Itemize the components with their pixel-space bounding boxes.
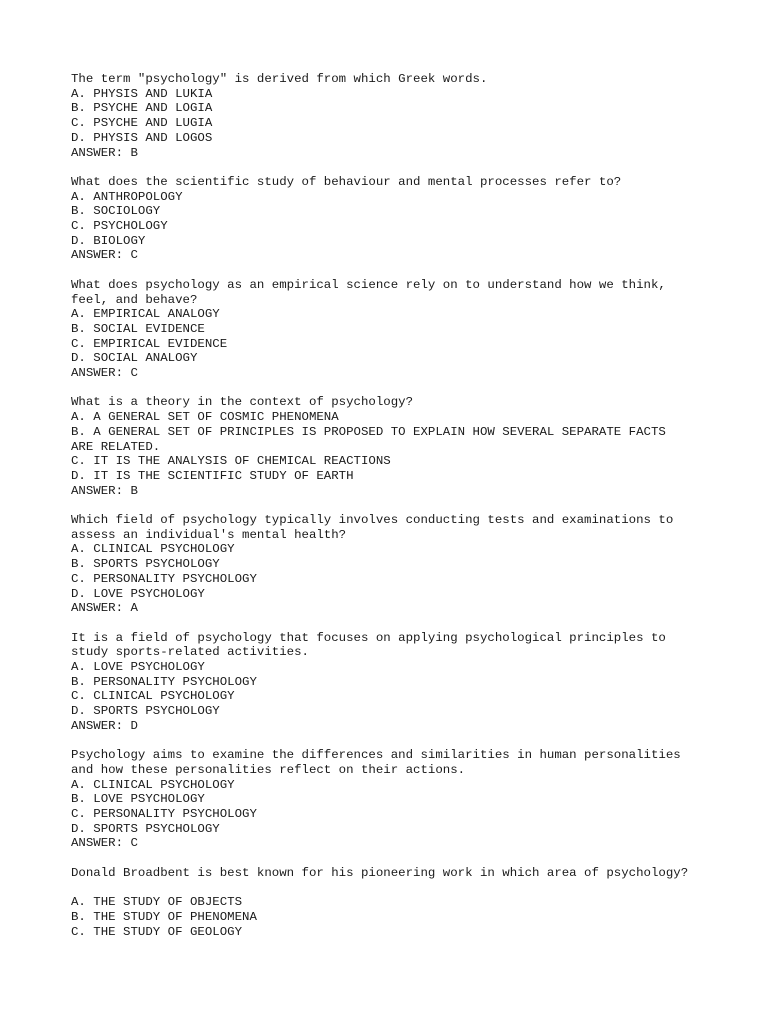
answer-line: ANSWER: B	[71, 145, 138, 160]
question-block	[71, 175, 711, 263]
answer-line: ANSWER: C	[71, 836, 138, 851]
option-c: C. IT IS THE ANALYSIS OF CHEMICAL REACTIONS	[71, 454, 391, 469]
option-d: D. BIOLOGY	[71, 233, 146, 248]
option-c: C. THE STUDY OF GEOLOGY	[71, 924, 243, 939]
document-page	[71, 72, 711, 954]
option-b: B. SPORTS PSYCHOLOGY	[71, 557, 220, 572]
option-a: A. CLINICAL PSYCHOLOGY	[71, 777, 235, 792]
option-c: C. PERSONALITY PSYCHOLOGY	[71, 807, 257, 822]
question-block	[71, 513, 711, 616]
option-a: A. EMPIRICAL ANALOGY	[71, 307, 220, 322]
option-d: D. PHYSIS AND LOGOS	[71, 130, 213, 145]
option-a: A. THE STUDY OF OBJECTS	[71, 895, 243, 910]
question-text: What does psychology as an empirical science rely on to understand how we think,	[71, 277, 666, 292]
option-a: A. CLINICAL PSYCHOLOGY	[71, 542, 235, 557]
question-text: Psychology aims to examine the differences and similarities in human personalities	[71, 748, 681, 763]
question-block	[71, 395, 711, 498]
option-c: C. EMPIRICAL EVIDENCE	[71, 336, 228, 351]
option-b: B. LOVE PSYCHOLOGY	[71, 792, 205, 807]
option-b: B. SOCIAL EVIDENCE	[71, 321, 205, 336]
option-b-continued: ARE RELATED.	[71, 439, 161, 454]
option-b: B. SOCIOLOGY	[71, 204, 161, 219]
option-c: C. CLINICAL PSYCHOLOGY	[71, 689, 235, 704]
option-b: B. PSYCHE AND LOGIA	[71, 101, 213, 116]
question-block	[71, 631, 711, 734]
answer-line: ANSWER: C	[71, 248, 138, 263]
question-text: Which field of psychology typically involves conducting tests and examinations to	[71, 513, 674, 528]
question-text-continued: and how these personalities reflect on their actions.	[71, 762, 466, 777]
answer-line: ANSWER: B	[71, 483, 138, 498]
question-text: The term "psychology" is derived from which Greek words.	[71, 72, 488, 86]
question-text: Donald Broadbent is best known for his pioneering work in which area of psychology?	[71, 865, 689, 880]
option-d: D. SOCIAL ANALOGY	[71, 351, 198, 366]
answer-line: ANSWER: A	[71, 601, 138, 616]
option-d: D. IT IS THE SCIENTIFIC STUDY OF EARTH	[71, 468, 354, 483]
question-text-continued: study sports-related activities.	[71, 645, 309, 660]
option-d: D. SPORTS PSYCHOLOGY	[71, 704, 220, 719]
question-block	[71, 72, 711, 160]
option-d: D. SPORTS PSYCHOLOGY	[71, 821, 220, 836]
option-b: B. PERSONALITY PSYCHOLOGY	[71, 674, 257, 689]
option-a: A. LOVE PSYCHOLOGY	[71, 660, 205, 675]
question-block	[71, 278, 711, 381]
option-c: C. PSYCHOLOGY	[71, 219, 168, 234]
blank-line	[71, 881, 711, 896]
question-text-continued: assess an individual's mental health?	[71, 527, 347, 542]
question-text: What is a theory in the context of psychology?	[71, 395, 414, 410]
option-d: D. LOVE PSYCHOLOGY	[71, 586, 205, 601]
option-a: A. ANTHROPOLOGY	[71, 189, 183, 204]
question-text-continued: feel, and behave?	[71, 292, 198, 307]
option-c: C. PSYCHE AND LUGIA	[71, 116, 213, 131]
answer-line: ANSWER: C	[71, 366, 138, 381]
option-b: B. A GENERAL SET OF PRINCIPLES IS PROPOSED TO EXPLAIN HOW SEVERAL SEPARATE FACTS	[71, 424, 666, 439]
answer-line: ANSWER: D	[71, 718, 138, 733]
option-a: A. A GENERAL SET OF COSMIC PHENOMENA	[71, 410, 339, 425]
question-text: What does the scientific study of behaviour and mental processes refer to?	[71, 174, 622, 189]
question-text: It is a field of psychology that focuses on applying psychological principles to	[71, 630, 666, 645]
option-c: C. PERSONALITY PSYCHOLOGY	[71, 571, 257, 586]
question-block	[71, 866, 711, 940]
question-block	[71, 748, 711, 851]
option-b: B. THE STUDY OF PHENOMENA	[71, 909, 257, 924]
option-a: A. PHYSIS AND LUKIA	[71, 86, 213, 101]
